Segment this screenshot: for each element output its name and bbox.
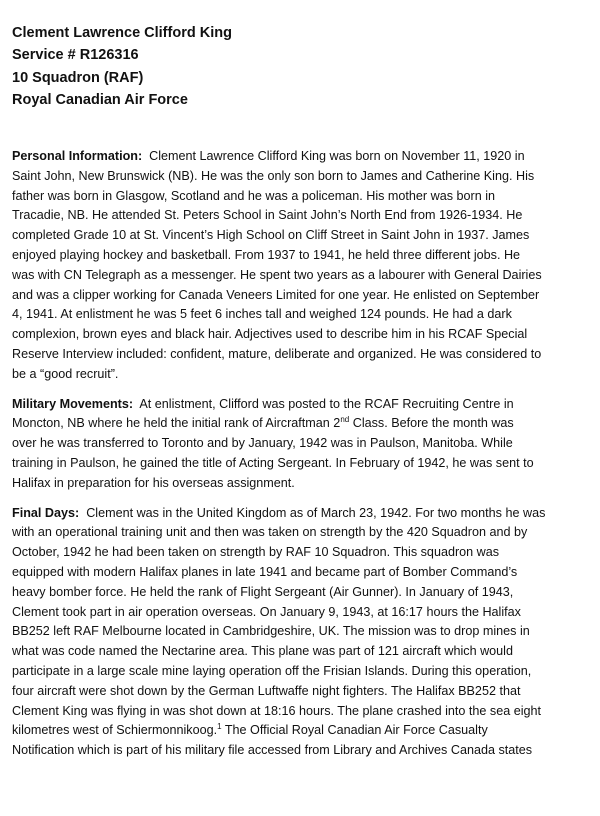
text-line: enjoyed playing hockey and basketball. From 1937 to 1941, he held three different jobs. He — [12, 247, 521, 262]
text-line: Saint John, New Brunswick (NB). He was the only son born to James and Catherine King. His — [12, 168, 535, 183]
text-line: Notification which is part of his military file accessed from Library and Archives Canada states — [12, 743, 533, 758]
section-heading: Military Movements: — [12, 396, 134, 411]
military-movements-section — [12, 395, 592, 494]
text-line: participate in a large scale mine laying operation off the Frisian Islands. During this operation, — [12, 663, 532, 678]
text-line: training in Paulson, he gained the title of Acting Sergeant. In February of 1942, he was sent to — [12, 455, 534, 470]
text-line: BB252 left RAF Melbourne located in Cambridgeshire, UK. The mission was to drop mines in — [12, 624, 530, 639]
squadron: 10 Squadron (RAF) — [12, 69, 144, 86]
text-line — [12, 395, 592, 415]
text-run: Clement Lawrence Clifford King was born on November 11, 1920 in — [149, 149, 525, 163]
text-line: Clement King was flying in was shot down at 18:16 hours. The plane crashed into the sea eight — [12, 703, 542, 718]
text-line: completed Grade 10 at St. Vincent’s High School on Cliff Street in Saint John in 1937. James — [12, 228, 530, 243]
document-header — [12, 22, 232, 111]
text-line: October, 1942 he had been taken on strength by RAF 10 Squadron. This squadron was — [12, 545, 500, 560]
text-line: heavy bomber force. He held the rank of Flight Sergeant (Air Gunner). In January of 1943, — [12, 584, 514, 599]
personal-information-section — [12, 147, 592, 385]
text-line — [12, 147, 592, 167]
text-line: father was born in Glasgow, Scotland and he was a policeman. His mother was born in — [12, 188, 496, 203]
text-run: Moncton, NB where he held the initial rank of Aircraftman 2 — [12, 416, 341, 431]
text-line: Halifax in preparation for his overseas assignment. — [12, 475, 295, 490]
text-line: equipped with modern Halifax planes in late 1941 and became part of Bomber Command’s — [12, 564, 518, 579]
section-heading: Personal Information: — [12, 149, 143, 163]
text-run: Clement was in the United Kingdom as of March 23, 1942. For two months he was — [86, 505, 546, 520]
section-heading: Final Days: — [12, 505, 80, 520]
text-line: be a “good recruit”. — [12, 366, 119, 381]
footnote-marker: 1 — [217, 722, 222, 732]
text-line: complexion, brown eyes and black hair. Adjectives used to describe him in his RCAF Special — [12, 327, 528, 342]
text-line — [12, 721, 592, 741]
text-line: over he was transferred to Toronto and by January, 1942 was in Paulson, Manitoba. While — [12, 436, 513, 451]
text-line — [12, 414, 592, 434]
text-line: with an operational training unit and then was taken on strength by the 420 Squadron and by — [12, 525, 528, 540]
text-line: 4, 1941. At enlistment he was 5 feet 6 inches tall and weighed 124 pounds. He had a dark — [12, 307, 512, 322]
text-line: Reserve Interview included: confident, mature, deliberate and organized. He was considered to — [12, 346, 542, 361]
text-line — [12, 504, 592, 524]
text-line: and was a clipper working for Canada Veneers Limited for one year. He enlisted on September — [12, 287, 540, 302]
text-run: At enlistment, Clifford was posted to the RCAF Recruiting Centre in — [139, 396, 514, 411]
document-body — [12, 147, 592, 771]
service-number: Service # R126316 — [12, 47, 139, 64]
text-line: four aircraft were shot down by the German Luftwaffe night fighters. The Halifax BB252 that — [12, 683, 521, 698]
superscript: nd — [340, 415, 350, 425]
text-line: Clement took part in air operation overseas. On January 9, 1943, at 16:17 hours the Halifax — [12, 604, 521, 619]
text-line: what was code named the Nectarine area. This plane was part of 121 aircraft which would — [12, 644, 513, 659]
text-run: The Official Royal Canadian Air Force Casualty — [221, 723, 488, 738]
final-days-section — [12, 504, 592, 761]
soldier-name: Clement Lawrence Clifford King — [12, 25, 232, 41]
text-run: Class. Before the month was — [349, 416, 514, 431]
air-force: Royal Canadian Air Force — [12, 91, 188, 108]
text-line: Tracadie, NB. He attended St. Peters School in Saint John’s North End from 1926-1934. He — [12, 208, 523, 223]
text-run: kilometres west of Schiermonnikoog. — [12, 723, 218, 738]
text-line: was with CN Telegraph as a messenger. He spent two years as a labourer with General Dairies — [12, 267, 542, 282]
